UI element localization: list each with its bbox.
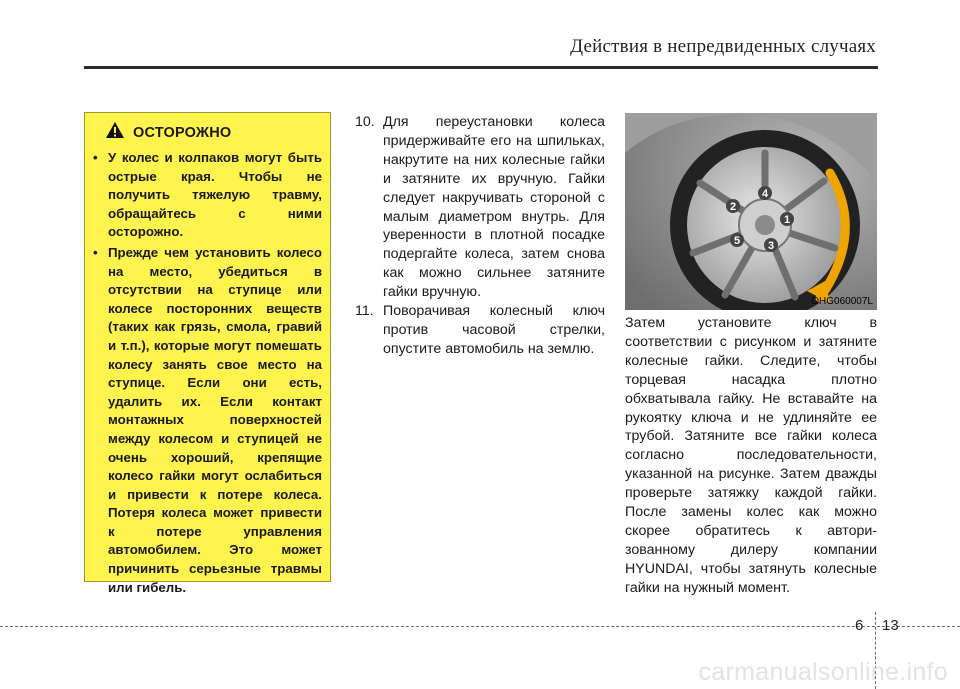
step-text: Для переустановки колеса придерживайте его на шпильках, накрутите на них колесные гайки и затяните их вручную. Гайки следует накручивать стороной с малым диаметром внутрь. Для уверенности в плотной посадке подергайте колеса, затем снова как можно сильнее затяните гайки вручную. — [383, 114, 605, 301]
right-paragraph: Затем установите ключ в соответствии с рисунком и затяните колесные гайки. Следите, чтобы торцевая насадка плотно обхватывала гайку. Не вставайте на рукоятку ключа и не удлиняйте ее трубой. Затяните все гайки колеса согласно последовательности, указанной на рисунке. Затем дважды проверьте затяжку каждой гайки. После замены колес как можно скорее обратитесь к автори-зованному дилеру компании HYUNDAI, чтобы затянуть колесные гайки на нужный момент. — [625, 315, 877, 596]
caution-item: • У колес и колпаков могут быть острые края. Чтобы не получить тяжелую травму, обращайтесь с ними осторожно. — [93, 150, 322, 240]
wheel-illustration — [625, 113, 877, 310]
page-header-title: Действия в непредвиденных случаях — [570, 36, 876, 57]
section-number: 6 — [855, 617, 864, 634]
footer-dashed-rule — [0, 626, 960, 627]
figure-code: OHG060007L — [811, 296, 873, 307]
nut-label-4: 4 — [761, 188, 769, 200]
step-number: 10. — [355, 114, 375, 130]
caution-header — [93, 121, 322, 144]
caution-box — [84, 112, 331, 595]
page-number: 13 — [882, 617, 899, 634]
nut-label-2: 2 — [729, 201, 737, 213]
caution-list — [93, 149, 322, 597]
nut-label-5: 5 — [733, 235, 741, 247]
watermark: carmanualsonline.info — [698, 658, 948, 686]
nut-label-3: 3 — [767, 240, 775, 252]
warning-triangle-icon — [105, 121, 125, 144]
nut-label-1: 1 — [783, 214, 791, 226]
step-10 — [355, 113, 605, 302]
caution-item: • Прежде чем установить колесо на место, убедиться в отсутствии на ступице или колесе посторонних веществ (таких как грязь, смола, гравий и т.п.), которые могут помешать колесу занять свое место на ступице. Если они есть, удалить их. Если контакт монтажных поверхностей между колесом и ступицей не очень хороший, крепящие колесо гайки могут ослабиться и привести к потере колеса. Потеря колеса может привести к потере управления автомобилем. Это может причинить серьезные травмы или гибель. — [93, 244, 322, 595]
caution-label: ОСТОРОЖНО — [133, 124, 232, 141]
wheel-tightening-figure — [625, 113, 877, 310]
steps-column — [355, 113, 605, 359]
step-number: 11. — [355, 303, 374, 320]
step-11 — [355, 302, 605, 359]
header-rule — [84, 66, 878, 69]
step-text: Поворачивая колесный ключ против часовой стрелки, опустите автомобиль на землю. — [383, 303, 605, 357]
